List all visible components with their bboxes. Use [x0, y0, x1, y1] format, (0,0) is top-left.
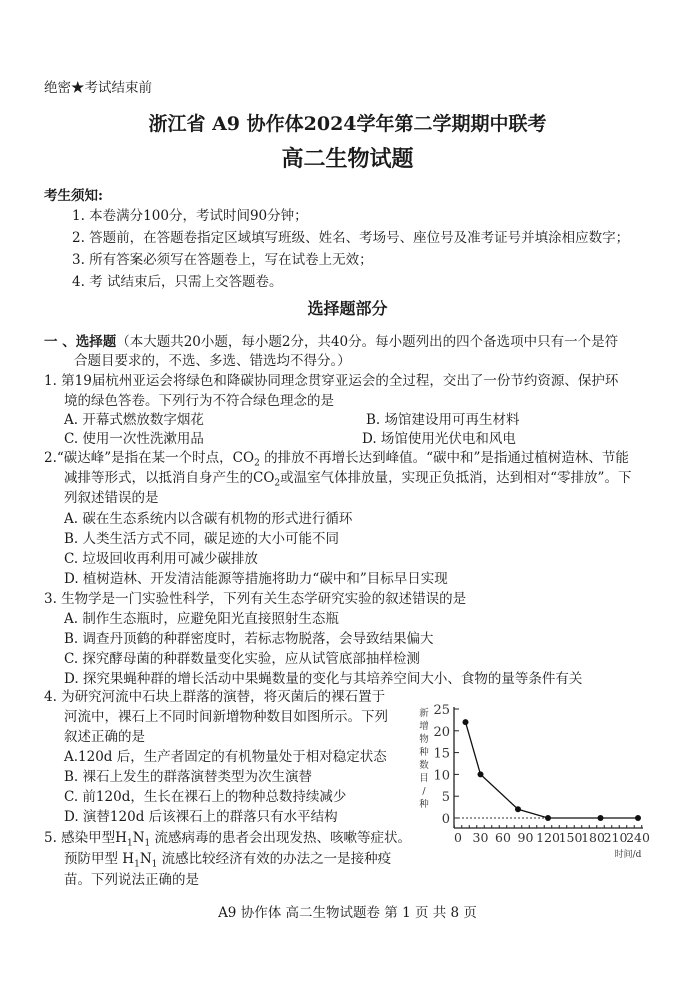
option-c: C. 垃圾回收再利用可减少碳排放 — [64, 551, 258, 567]
text: N — [139, 851, 152, 867]
subscript: 1 — [144, 838, 151, 849]
question-text: 苗。下列说法正确的是 — [64, 872, 199, 888]
y-axis-label-char: 物 — [419, 734, 429, 745]
option-c: C. 探究酵母菌的种群数量变化实验，应从试管底部抽样检测 — [64, 651, 420, 667]
text: 流感病毒的患者会出现发热、咳嗽等症状。 — [150, 830, 412, 846]
data-point — [598, 815, 604, 821]
subscript: 1 — [134, 859, 140, 870]
data-line — [466, 722, 639, 818]
notice-heading: 考生须知: — [44, 188, 103, 204]
y-tick-label: 10 — [433, 768, 450, 784]
y-axis-label-char: 新 — [419, 708, 429, 719]
option-b: B. 调查丹顶鹤的种群密度时，若标志物脱落，会导致结果偏大 — [64, 631, 434, 647]
secret-label: 绝密★考试结束前 — [44, 80, 152, 96]
x-tick-label: 180 — [581, 830, 605, 845]
x-tick-label: 240 — [626, 830, 650, 845]
y-tick-label: 20 — [433, 724, 450, 740]
text: N — [132, 830, 145, 846]
question-text: 3. 生物学是一门实验性科学，下列有关生态学研究实验的叙述错误的是 — [44, 591, 467, 607]
option-a: A. 制作生态瓶时，应避免阳光直接照射生态瓶 — [64, 611, 339, 627]
text: 的排放不再增长达到峰值。“碳中和”是指通过植树造林、节能 — [259, 450, 629, 466]
subscript: 2 — [274, 478, 281, 489]
notice-item: 2. 答题前，在答题卷指定区域填写班级、姓名、考场号、座位号及准考证号并填涂相应数字； — [72, 230, 630, 246]
question-text: 列叙述错误的是 — [64, 490, 159, 506]
option-b: B. 场馆建设用可再生材料 — [366, 412, 520, 428]
option-c: C. 前120d，生长在裸石上的物种总数持续减少 — [64, 789, 347, 805]
y-axis-label-char: 目 — [419, 773, 429, 784]
question-text: 1. 第19届杭州亚运会将绿色和降碳协同理念贯穿亚运会的全过程，交出了一份节约资源、保护环 — [44, 373, 619, 389]
page-footer: A9 协作体 高二生物试题卷 第 1 页 共 8 页 — [218, 905, 477, 921]
section-desc: 合题目要求的，不选、多选、错选均不得分。） — [74, 353, 351, 369]
option-d: D. 植树造林、开发清洁能源等措施将助力“碳中和”目标早日实现 — [64, 571, 448, 587]
text: 5. 感染甲型H — [44, 830, 127, 846]
data-point — [478, 771, 484, 777]
x-tick-label: 120 — [536, 830, 560, 845]
question-text: 河流中，裸石上不同时间新增物种数目如图所示。下列 — [64, 709, 388, 725]
subscript: 1 — [151, 859, 158, 870]
x-tick-label: 210 — [603, 830, 628, 845]
y-axis-label-char: 种 — [419, 747, 429, 758]
option-d: D. 探究果蝇种群的增长活动中果蝇数量的变化与其培养空间大小、食物的量等条件有关 — [64, 671, 583, 687]
section-desc: （本大题共20小题，每小题2分，共40分。每小题列出的四个备选项中只有一个是符 — [116, 334, 619, 350]
question-text: 叙述正确的是 — [64, 729, 145, 745]
exam-title: 浙江省 A9 协作体2024学年第二学期期中联考 — [148, 113, 547, 135]
section-label: 一 、选择题 — [44, 334, 117, 350]
x-tick-label: 30 — [472, 830, 489, 845]
y-tick-label: 0 — [441, 812, 450, 827]
y-axis-label-char: 种 — [419, 799, 429, 810]
exam-subtitle: 高二生物试题 — [281, 146, 414, 172]
question-text: 4. 为研究河流中石块上群落的演替，将灭菌后的裸石置于 — [44, 689, 386, 705]
data-point — [545, 815, 551, 821]
subscript: 1 — [126, 838, 133, 849]
text: 2.“碳达峰”是指在某一个时点，CO — [44, 450, 255, 466]
option-d: D. 演替120d 后该裸石上的群落只有水平结构 — [64, 809, 338, 825]
option-d: D. 场馆使用光伏电和风电 — [362, 431, 516, 447]
data-point — [463, 719, 469, 725]
data-point — [635, 815, 641, 821]
text: 减排等形式，以抵消自身产生的CO — [64, 470, 275, 486]
option-b: B. 人类生活方式不同，碳足迹的大小可能不同 — [64, 531, 340, 547]
notice-item: 1. 本卷满分100分，考试时间90分钟； — [72, 208, 308, 224]
text: 或温室气体排放量，实现正负抵消，达到相对“零排放”。下 — [280, 470, 632, 486]
x-tick-label: 150 — [558, 830, 583, 845]
y-axis-label-char: 增 — [419, 721, 429, 732]
text: 预防甲型 H — [64, 851, 135, 867]
y-axis-label-char: 数 — [419, 760, 429, 771]
option-a: A.120d 后，生产者固定的有机物量处于相对稳定状态 — [64, 749, 387, 765]
option-c: C. 使用一次性洗漱用品 — [64, 431, 204, 447]
x-tick-label: 0 — [454, 830, 462, 845]
y-tick-label: 15 — [433, 746, 450, 762]
text: 流感比较经济有效的办法之一是接种疫 — [157, 851, 392, 867]
notice-item: 4. 考 试结束后，只需上交答题卷。 — [72, 274, 283, 290]
y-tick-label: 5 — [441, 790, 450, 806]
option-b: B. 裸石上发生的群落演替类型为次生演替 — [64, 769, 313, 785]
option-a: A. 开幕式燃放数字烟花 — [64, 412, 204, 428]
x-tick-label: 90 — [517, 830, 534, 845]
subscript: 2 — [254, 458, 260, 469]
data-point — [515, 806, 521, 812]
y-tick-label: 25 — [433, 703, 450, 718]
section-title: 选择题部分 — [307, 299, 388, 318]
question-text: 境的绿色答卷。下列行为不符合绿色理念的是 — [64, 393, 334, 409]
notice-item: 3. 所有答案必须写在答题卷上，写在试卷上无效； — [72, 252, 373, 268]
option-a: A. 碳在生态系统内以含碳有机物的形式进行循环 — [64, 511, 353, 527]
x-axis-label: 时间/d — [614, 850, 642, 860]
x-tick-label: 60 — [495, 830, 511, 845]
y-axis-label-char: / — [422, 786, 426, 797]
